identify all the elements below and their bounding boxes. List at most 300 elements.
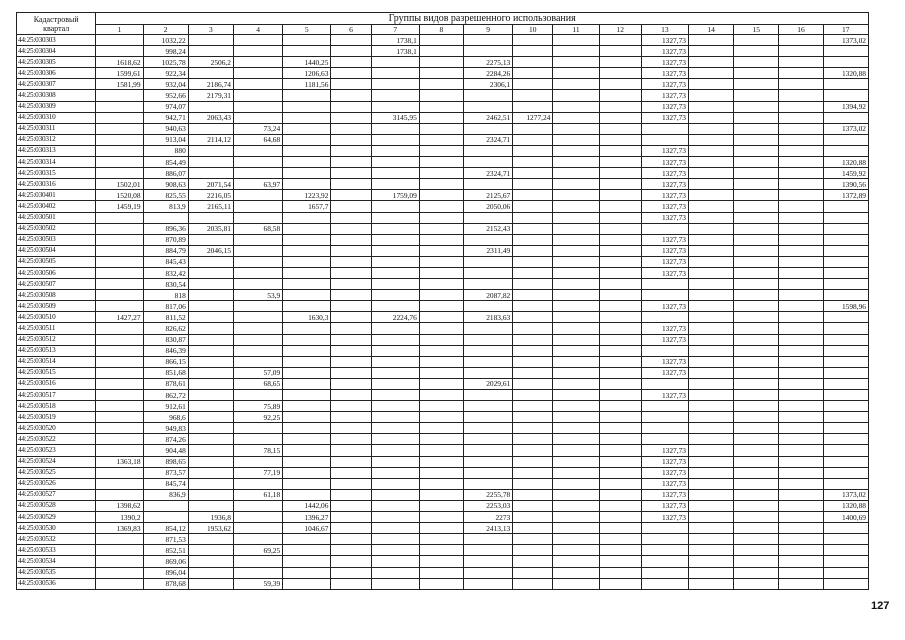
- value-cell-col-14: [688, 412, 733, 423]
- value-cell-col-17: 1373,02: [823, 123, 868, 134]
- value-cell-col-14: [688, 90, 733, 101]
- value-cell-col-13: 1327,73: [641, 456, 688, 467]
- value-cell-col-14: [688, 467, 733, 478]
- value-cell-col-3: [188, 378, 233, 389]
- value-cell-col-14: [688, 390, 733, 401]
- value-cell-col-1: [96, 223, 143, 234]
- value-cell-col-2: 874,26: [143, 434, 188, 445]
- value-cell-col-16: [779, 500, 823, 511]
- value-cell-col-8: [419, 234, 463, 245]
- value-cell-col-7: [371, 467, 419, 478]
- value-cell-col-17: 1400,69: [823, 512, 868, 523]
- value-cell-col-10: [513, 212, 553, 223]
- value-cell-col-9: [464, 467, 513, 478]
- value-cell-col-15: [734, 256, 779, 267]
- value-cell-col-11: [553, 467, 599, 478]
- value-cell-col-10: [513, 256, 553, 267]
- value-cell-col-1: [96, 112, 143, 123]
- value-cell-col-6: [331, 578, 371, 589]
- value-cell-col-11: [553, 345, 599, 356]
- value-cell-col-8: [419, 390, 463, 401]
- value-cell-col-9: [464, 423, 513, 434]
- value-cell-col-8: [419, 101, 463, 112]
- value-cell-col-12: [599, 101, 641, 112]
- value-cell-col-4: [233, 190, 282, 201]
- value-cell-col-9: [464, 301, 513, 312]
- cadastral-quarter-cell: 44:25:030536: [17, 578, 96, 589]
- value-cell-col-9: 2183,63: [464, 312, 513, 323]
- value-cell-col-12: [599, 523, 641, 534]
- value-cell-col-5: 1630,3: [283, 312, 331, 323]
- value-cell-col-8: [419, 279, 463, 290]
- cadastral-quarter-cell: 44:25:030501: [17, 212, 96, 223]
- value-cell-col-2: 846,39: [143, 345, 188, 356]
- value-cell-col-11: [553, 90, 599, 101]
- value-cell-col-9: [464, 323, 513, 334]
- table-row: [17, 212, 869, 223]
- value-cell-col-7: [371, 68, 419, 79]
- value-cell-col-1: [96, 323, 143, 334]
- value-cell-col-5: [283, 578, 331, 589]
- value-cell-col-11: [553, 401, 599, 412]
- value-cell-col-8: [419, 567, 463, 578]
- value-cell-col-8: [419, 301, 463, 312]
- value-cell-col-5: [283, 35, 331, 46]
- value-cell-col-14: [688, 256, 733, 267]
- value-cell-col-15: [734, 456, 779, 467]
- cadastral-quarter-cell: 44:25:030516: [17, 378, 96, 389]
- value-cell-col-7: [371, 301, 419, 312]
- value-cell-col-12: [599, 256, 641, 267]
- value-cell-col-12: [599, 179, 641, 190]
- value-cell-col-2: 871,53: [143, 534, 188, 545]
- value-cell-col-9: [464, 345, 513, 356]
- value-cell-col-12: [599, 401, 641, 412]
- cadastral-quarter-cell: 44:25:030533: [17, 545, 96, 556]
- value-cell-col-1: [96, 35, 143, 46]
- value-cell-col-7: 1738,1: [371, 35, 419, 46]
- value-cell-col-16: [779, 46, 823, 57]
- cadastral-quarter-cell: 44:25:030513: [17, 345, 96, 356]
- value-cell-col-3: 2186,74: [188, 79, 233, 90]
- value-cell-col-17: [823, 456, 868, 467]
- value-cell-col-17: [823, 567, 868, 578]
- value-cell-col-3: [188, 123, 233, 134]
- value-cell-col-13: 1327,73: [641, 301, 688, 312]
- value-cell-col-7: [371, 101, 419, 112]
- table-row: [17, 456, 869, 467]
- value-cell-col-16: [779, 545, 823, 556]
- value-cell-col-9: 2029,61: [464, 378, 513, 389]
- value-cell-col-13: 1327,73: [641, 478, 688, 489]
- value-cell-col-13: 1327,73: [641, 157, 688, 168]
- value-cell-col-6: [331, 434, 371, 445]
- value-cell-col-14: [688, 212, 733, 223]
- value-cell-col-13: [641, 567, 688, 578]
- value-cell-col-15: [734, 345, 779, 356]
- value-cell-col-10: [513, 478, 553, 489]
- value-cell-col-12: [599, 134, 641, 145]
- value-cell-col-7: [371, 401, 419, 412]
- value-cell-col-7: [371, 334, 419, 345]
- cadastral-quarter-cell: 44:25:030507: [17, 279, 96, 290]
- value-cell-col-13: 1327,73: [641, 267, 688, 278]
- value-cell-col-8: [419, 356, 463, 367]
- value-cell-col-9: [464, 46, 513, 57]
- value-cell-col-8: [419, 79, 463, 90]
- value-cell-col-3: 2165,11: [188, 201, 233, 212]
- cadastral-quarter-cell: 44:25:030526: [17, 478, 96, 489]
- value-cell-col-4: [233, 523, 282, 534]
- value-cell-col-7: [371, 412, 419, 423]
- value-cell-col-14: [688, 145, 733, 156]
- value-cell-col-16: [779, 234, 823, 245]
- value-cell-col-16: [779, 534, 823, 545]
- cadastral-quarter-cell: 44:25:030529: [17, 512, 96, 523]
- value-cell-col-4: 64,68: [233, 134, 282, 145]
- value-cell-col-15: [734, 279, 779, 290]
- value-cell-col-16: [779, 90, 823, 101]
- value-cell-col-11: [553, 223, 599, 234]
- value-cell-col-1: [96, 390, 143, 401]
- value-cell-col-6: [331, 46, 371, 57]
- cadastral-quarter-cell: 44:25:030309: [17, 101, 96, 112]
- value-cell-col-5: [283, 489, 331, 500]
- value-cell-col-17: [823, 234, 868, 245]
- table-row: [17, 279, 869, 290]
- value-cell-col-15: [734, 567, 779, 578]
- value-cell-col-5: [283, 267, 331, 278]
- column-number-7: 7: [371, 25, 419, 35]
- value-cell-col-10: [513, 190, 553, 201]
- value-cell-col-15: [734, 423, 779, 434]
- value-cell-col-7: [371, 567, 419, 578]
- value-cell-col-1: [96, 301, 143, 312]
- value-cell-col-5: 1046,67: [283, 523, 331, 534]
- value-cell-col-17: 1320,88: [823, 157, 868, 168]
- table-row: [17, 68, 869, 79]
- cadastral-quarter-cell: 44:25:030508: [17, 290, 96, 301]
- value-cell-col-4: 77,19: [233, 467, 282, 478]
- value-cell-col-13: 1327,73: [641, 234, 688, 245]
- value-cell-col-5: [283, 323, 331, 334]
- value-cell-col-7: [371, 57, 419, 68]
- value-cell-col-10: [513, 79, 553, 90]
- value-cell-col-8: [419, 179, 463, 190]
- value-cell-col-4: 59,39: [233, 578, 282, 589]
- value-cell-col-9: [464, 456, 513, 467]
- value-cell-col-12: [599, 90, 641, 101]
- value-cell-col-4: 57,09: [233, 367, 282, 378]
- value-cell-col-7: [371, 390, 419, 401]
- value-cell-col-10: [513, 179, 553, 190]
- value-cell-col-14: [688, 123, 733, 134]
- value-cell-col-1: 1502,01: [96, 179, 143, 190]
- value-cell-col-5: [283, 101, 331, 112]
- value-cell-col-2: 908,63: [143, 179, 188, 190]
- value-cell-col-13: 1327,73: [641, 68, 688, 79]
- table-row: [17, 567, 869, 578]
- value-cell-col-8: [419, 367, 463, 378]
- table-row: [17, 290, 869, 301]
- value-cell-col-6: [331, 390, 371, 401]
- value-cell-col-4: [233, 423, 282, 434]
- table-row: [17, 301, 869, 312]
- value-cell-col-2: 932,04: [143, 79, 188, 90]
- value-cell-col-10: [513, 123, 553, 134]
- value-cell-col-11: [553, 168, 599, 179]
- cadastral-quarter-cell: 44:25:030504: [17, 245, 96, 256]
- value-cell-col-17: [823, 212, 868, 223]
- value-cell-col-1: 1398,62: [96, 500, 143, 511]
- value-cell-col-7: [371, 123, 419, 134]
- value-cell-col-13: 1327,73: [641, 390, 688, 401]
- value-cell-col-5: 1657,7: [283, 201, 331, 212]
- value-cell-col-12: [599, 345, 641, 356]
- value-cell-col-3: [188, 390, 233, 401]
- value-cell-col-14: [688, 378, 733, 389]
- value-cell-col-10: [513, 578, 553, 589]
- value-cell-col-14: [688, 223, 733, 234]
- value-cell-col-14: [688, 334, 733, 345]
- value-cell-col-17: [823, 223, 868, 234]
- cadastral-quarter-cell: 44:25:030316: [17, 179, 96, 190]
- value-cell-col-15: [734, 79, 779, 90]
- value-cell-col-16: [779, 567, 823, 578]
- value-cell-col-14: [688, 323, 733, 334]
- value-cell-col-5: [283, 356, 331, 367]
- value-cell-col-16: [779, 168, 823, 179]
- value-cell-col-9: 2284,26: [464, 68, 513, 79]
- value-cell-col-6: [331, 345, 371, 356]
- value-cell-col-14: [688, 101, 733, 112]
- table-row: [17, 412, 869, 423]
- cadastral-quarter-cell: 44:25:030314: [17, 157, 96, 168]
- value-cell-col-10: [513, 423, 553, 434]
- value-cell-col-4: [233, 79, 282, 90]
- value-cell-col-3: [188, 434, 233, 445]
- value-cell-col-3: [188, 35, 233, 46]
- value-cell-col-11: [553, 123, 599, 134]
- value-cell-col-6: [331, 478, 371, 489]
- cadastral-quarter-cell: 44:25:030511: [17, 323, 96, 334]
- value-cell-col-9: [464, 35, 513, 46]
- cadastral-quarter-cell: 44:25:030527: [17, 489, 96, 500]
- value-cell-col-1: [96, 434, 143, 445]
- value-cell-col-6: [331, 290, 371, 301]
- value-cell-col-14: [688, 512, 733, 523]
- value-cell-col-13: 1327,73: [641, 145, 688, 156]
- value-cell-col-9: [464, 123, 513, 134]
- value-cell-col-2: 949,83: [143, 423, 188, 434]
- table-row: [17, 46, 869, 57]
- value-cell-col-4: [233, 567, 282, 578]
- value-cell-col-3: [188, 478, 233, 489]
- value-cell-col-11: [553, 367, 599, 378]
- value-cell-col-7: [371, 179, 419, 190]
- value-cell-col-10: [513, 512, 553, 523]
- value-cell-col-6: [331, 467, 371, 478]
- value-cell-col-15: [734, 212, 779, 223]
- value-cell-col-9: [464, 334, 513, 345]
- value-cell-col-4: [233, 390, 282, 401]
- value-cell-col-8: [419, 467, 463, 478]
- value-cell-col-10: [513, 500, 553, 511]
- value-cell-col-8: [419, 46, 463, 57]
- value-cell-col-8: [419, 256, 463, 267]
- value-cell-col-1: [96, 467, 143, 478]
- value-cell-col-6: [331, 112, 371, 123]
- table-row: [17, 90, 869, 101]
- value-cell-col-2: 878,68: [143, 578, 188, 589]
- value-cell-col-10: [513, 556, 553, 567]
- value-cell-col-17: [823, 423, 868, 434]
- value-cell-col-11: [553, 545, 599, 556]
- value-cell-col-7: 2224,76: [371, 312, 419, 323]
- value-cell-col-4: [233, 234, 282, 245]
- value-cell-col-17: [823, 356, 868, 367]
- value-cell-col-8: [419, 534, 463, 545]
- value-cell-col-3: [188, 256, 233, 267]
- value-cell-col-14: [688, 578, 733, 589]
- value-cell-col-15: [734, 312, 779, 323]
- cadastral-quarter-cell: 44:25:030506: [17, 267, 96, 278]
- value-cell-col-10: [513, 245, 553, 256]
- value-cell-col-15: [734, 123, 779, 134]
- value-cell-col-12: [599, 456, 641, 467]
- value-cell-col-6: [331, 212, 371, 223]
- value-cell-col-11: [553, 79, 599, 90]
- value-cell-col-13: 1327,73: [641, 168, 688, 179]
- value-cell-col-16: [779, 323, 823, 334]
- cadastral-quarter-cell: 44:25:030520: [17, 423, 96, 434]
- value-cell-col-15: [734, 545, 779, 556]
- column-number-8: 8: [419, 25, 463, 35]
- value-cell-col-11: [553, 157, 599, 168]
- value-cell-col-6: [331, 567, 371, 578]
- value-cell-col-2: 1032,22: [143, 35, 188, 46]
- value-cell-col-2: 832,42: [143, 267, 188, 278]
- value-cell-col-1: [96, 168, 143, 179]
- value-cell-col-12: [599, 434, 641, 445]
- value-cell-col-16: [779, 445, 823, 456]
- value-cell-col-17: [823, 467, 868, 478]
- value-cell-col-2: 854,12: [143, 523, 188, 534]
- value-cell-col-13: 1327,73: [641, 212, 688, 223]
- value-cell-col-12: [599, 512, 641, 523]
- cadastral-quarter-cell: 44:25:030535: [17, 567, 96, 578]
- cadastral-quarter-cell: 44:25:030303: [17, 35, 96, 46]
- value-cell-col-4: [233, 212, 282, 223]
- table-row: [17, 523, 869, 534]
- value-cell-col-2: 817,06: [143, 301, 188, 312]
- value-cell-col-5: [283, 401, 331, 412]
- value-cell-col-13: [641, 523, 688, 534]
- value-cell-col-3: [188, 267, 233, 278]
- value-cell-col-16: [779, 112, 823, 123]
- value-cell-col-14: [688, 489, 733, 500]
- value-cell-col-5: [283, 223, 331, 234]
- table-row: [17, 157, 869, 168]
- value-cell-col-14: [688, 245, 733, 256]
- value-cell-col-5: [283, 378, 331, 389]
- value-cell-col-10: [513, 467, 553, 478]
- value-cell-col-4: 53,9: [233, 290, 282, 301]
- value-cell-col-12: [599, 356, 641, 367]
- cadastral-quarter-cell: 44:25:030530: [17, 523, 96, 534]
- table-row: [17, 534, 869, 545]
- value-cell-col-11: [553, 112, 599, 123]
- value-cell-col-9: 2125,67: [464, 190, 513, 201]
- value-cell-col-2: 942,71: [143, 112, 188, 123]
- value-cell-col-8: [419, 556, 463, 567]
- value-cell-col-8: [419, 489, 463, 500]
- value-cell-col-16: [779, 68, 823, 79]
- value-cell-col-12: [599, 578, 641, 589]
- value-cell-col-7: [371, 279, 419, 290]
- column-number-4: 4: [233, 25, 282, 35]
- value-cell-col-10: [513, 567, 553, 578]
- value-cell-col-4: 69,25: [233, 545, 282, 556]
- value-cell-col-4: [233, 312, 282, 323]
- value-cell-col-14: [688, 545, 733, 556]
- value-cell-col-4: 68,58: [233, 223, 282, 234]
- value-cell-col-16: [779, 256, 823, 267]
- value-cell-col-8: [419, 478, 463, 489]
- table-row: [17, 356, 869, 367]
- value-cell-col-14: [688, 179, 733, 190]
- value-cell-col-13: [641, 401, 688, 412]
- value-cell-col-15: [734, 412, 779, 423]
- value-cell-col-17: [823, 57, 868, 68]
- value-cell-col-7: [371, 223, 419, 234]
- value-cell-col-16: [779, 512, 823, 523]
- value-cell-col-11: [553, 101, 599, 112]
- value-cell-col-8: [419, 323, 463, 334]
- value-cell-col-12: [599, 500, 641, 511]
- cadastral-quarter-cell: 44:25:030311: [17, 123, 96, 134]
- cadastral-quarter-cell: 44:25:030525: [17, 467, 96, 478]
- value-cell-col-2: 904,48: [143, 445, 188, 456]
- value-cell-col-17: [823, 578, 868, 589]
- value-cell-col-16: [779, 267, 823, 278]
- value-cell-col-16: [779, 245, 823, 256]
- table-body: [17, 35, 869, 590]
- value-cell-col-10: [513, 201, 553, 212]
- value-cell-col-2: 922,34: [143, 68, 188, 79]
- value-cell-col-10: [513, 90, 553, 101]
- value-cell-col-8: [419, 523, 463, 534]
- value-cell-col-4: [233, 145, 282, 156]
- value-cell-col-2: 869,06: [143, 556, 188, 567]
- value-cell-col-15: [734, 500, 779, 511]
- value-cell-col-13: 1327,73: [641, 46, 688, 57]
- value-cell-col-13: [641, 312, 688, 323]
- value-cell-col-12: [599, 35, 641, 46]
- table-row: [17, 334, 869, 345]
- table-header: [17, 13, 869, 35]
- value-cell-col-11: [553, 456, 599, 467]
- value-cell-col-12: [599, 46, 641, 57]
- value-cell-col-7: [371, 545, 419, 556]
- value-cell-col-15: [734, 134, 779, 145]
- table-row: [17, 345, 869, 356]
- value-cell-col-5: [283, 179, 331, 190]
- value-cell-col-3: [188, 334, 233, 345]
- value-cell-col-4: [233, 101, 282, 112]
- value-cell-col-7: [371, 157, 419, 168]
- table-row: [17, 367, 869, 378]
